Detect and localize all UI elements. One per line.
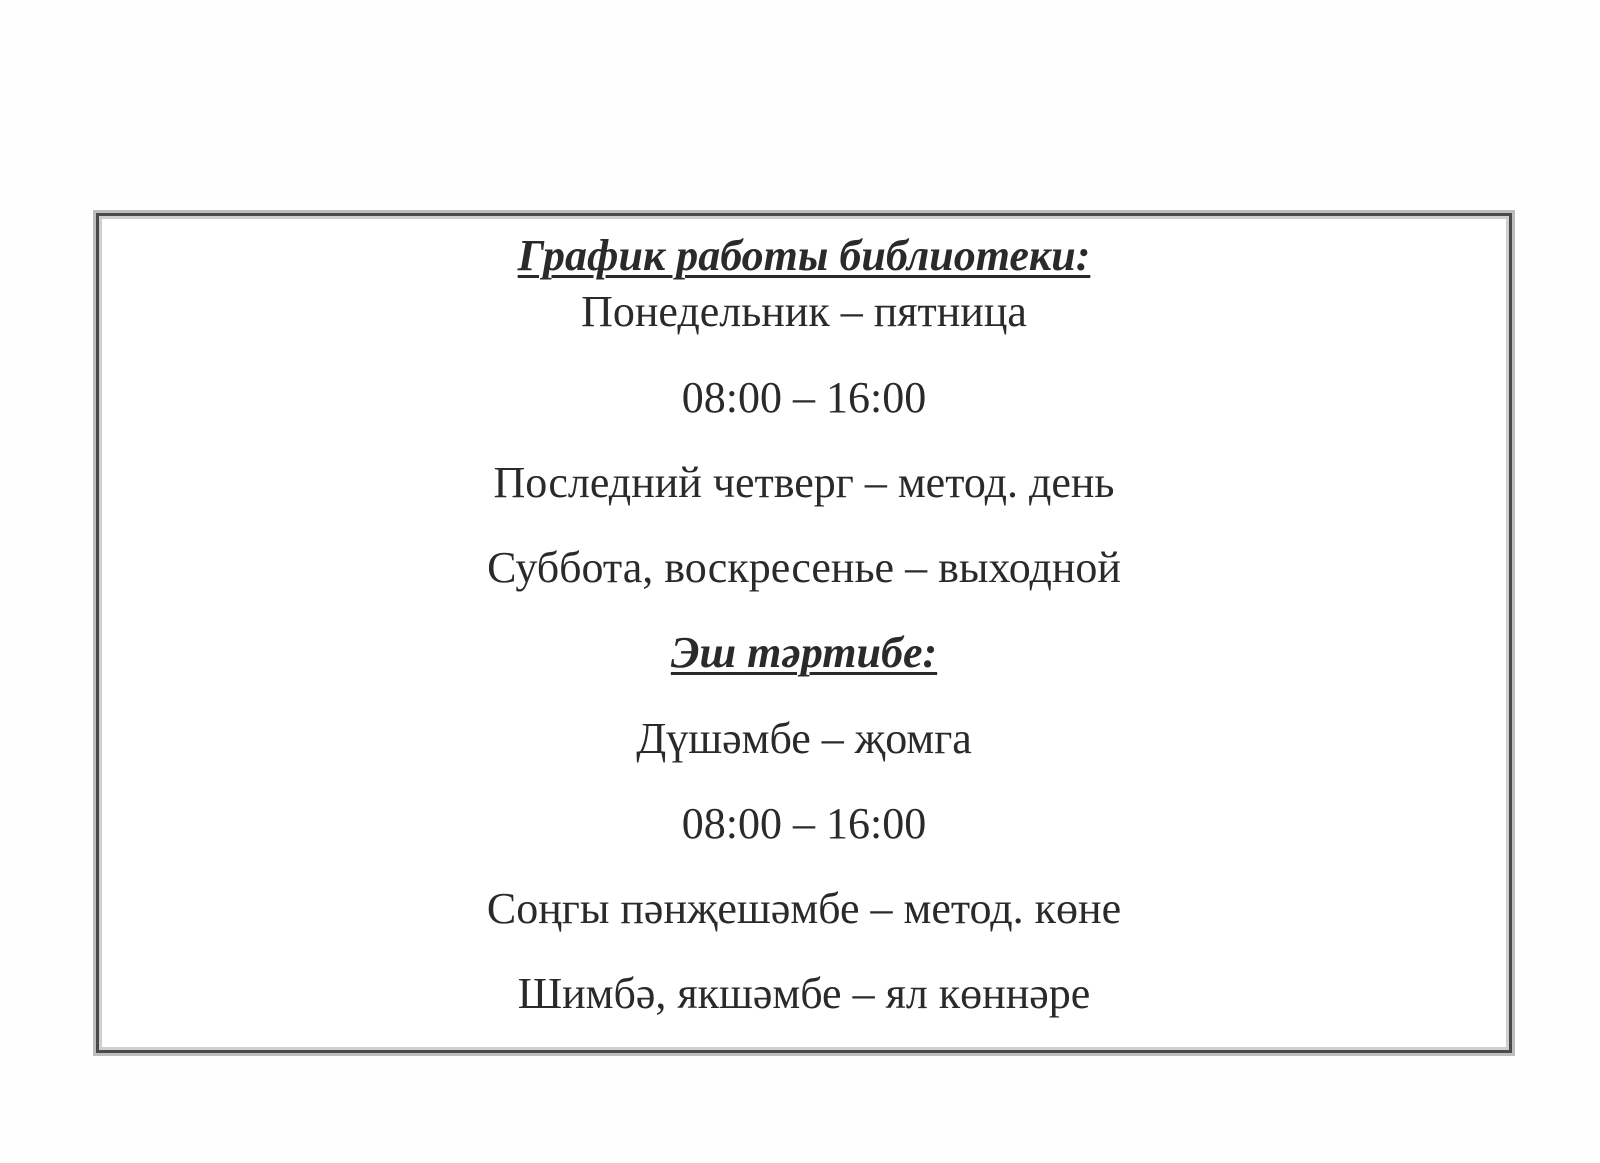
tatar-method-day: Соңгы пәнҗешәмбе – метод. көне: [486, 884, 1122, 933]
tatar-workdays: Дүшәмбе – җомга: [636, 714, 972, 763]
russian-heading: График работы библиотеки:: [517, 231, 1091, 280]
russian-workdays: Понедельник – пятница: [581, 287, 1027, 336]
russian-method-day: Последний четверг – метод. день: [493, 458, 1115, 507]
tatar-hours: 08:00 – 16:00: [681, 799, 927, 848]
tatar-weekend: Шимбә, якшәмбе – ял көннәре: [517, 969, 1091, 1018]
tatar-heading: Эш тәртибе:: [670, 628, 938, 677]
russian-hours: 08:00 – 16:00: [681, 373, 927, 422]
russian-weekend: Суббота, воскресенье – выходной: [487, 543, 1121, 592]
schedule-frame: [96, 213, 1512, 1053]
